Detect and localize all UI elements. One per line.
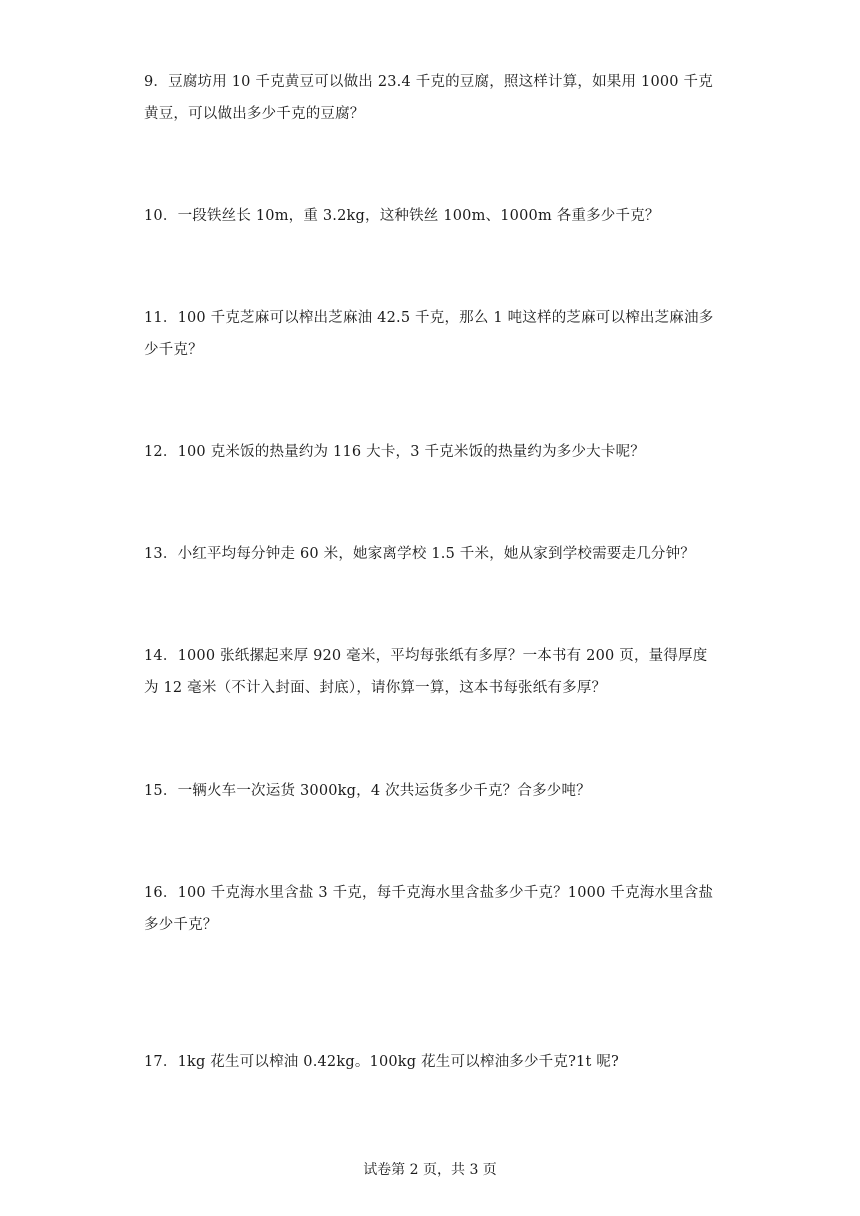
question-text: 1000 张纸摞起来厚 920 毫米，平均每张纸有多厚？一本书有 200 页，量得厚度为 12 毫米（不计入封面、封底），请你算一算，这本书每张纸有多厚？ bbox=[144, 648, 708, 696]
question-text: 100 千克海水里含盐 3 千克，每千克海水里含盐多少千克？1000 千克海水里含盐多少千克？ bbox=[144, 885, 714, 933]
question-number: 12． bbox=[144, 444, 178, 460]
question-14 bbox=[144, 640, 719, 704]
page-footer: 试卷第 2 页，共 3 页 bbox=[363, 1162, 497, 1178]
question-text: 小红平均每分钟走 60 米，她家离学校 1.5 千米，她从家到学校需要走几分钟？ bbox=[177, 546, 696, 562]
question-number: 11． bbox=[144, 310, 178, 326]
question-number: 15． bbox=[144, 783, 178, 799]
question-number: 9． bbox=[144, 74, 169, 90]
question-17 bbox=[144, 1046, 719, 1078]
question-10 bbox=[144, 200, 719, 232]
question-number: 10． bbox=[144, 208, 178, 224]
question-9 bbox=[144, 66, 719, 130]
question-text: 1kg 花生可以榨油 0.42kg。100kg 花生可以榨油多少千克?1t 呢? bbox=[177, 1054, 619, 1070]
question-12 bbox=[144, 436, 719, 468]
question-text: 一段铁丝长 10m，重 3.2kg，这种铁丝 100m、1000m 各重多少千克？ bbox=[177, 208, 660, 224]
question-text: 豆腐坊用 10 千克黄豆可以做出 23.4 千克的豆腐，照这样计算，如果用 1000 千克黄豆，可以做出多少千克的豆腐？ bbox=[144, 74, 713, 122]
question-11 bbox=[144, 302, 719, 366]
question-number: 14． bbox=[144, 648, 178, 664]
question-number: 16． bbox=[144, 885, 178, 901]
question-text: 100 克米饭的热量约为 116 大卡，3 千克米饭的热量约为多少大卡呢？ bbox=[177, 444, 645, 460]
question-number: 13． bbox=[144, 546, 178, 562]
question-number: 17． bbox=[144, 1054, 178, 1070]
question-15 bbox=[144, 775, 719, 807]
question-text: 100 千克芝麻可以榨出芝麻油 42.5 千克，那么 1 吨这样的芝麻可以榨出芝麻油多少千克？ bbox=[144, 310, 714, 358]
question-13 bbox=[144, 538, 719, 570]
question-16 bbox=[144, 877, 719, 941]
question-text: 一辆火车一次运货 3000kg，4 次共运货多少千克？合多少吨？ bbox=[177, 783, 591, 799]
